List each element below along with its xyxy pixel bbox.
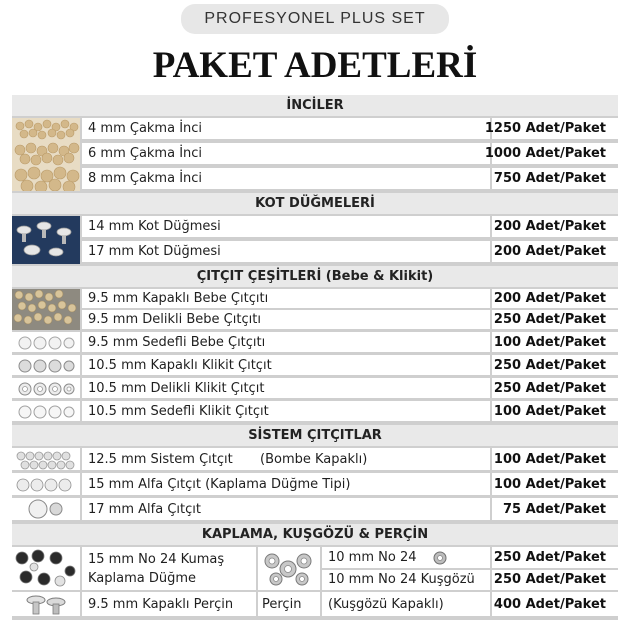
section-header-sistem: SİSTEM ÇITÇITLAR <box>12 425 618 446</box>
item-quantity: 400 Adet/Paket <box>493 597 606 612</box>
item-name: 10 mm No 24 Kuşgözü <box>328 572 475 587</box>
item-quantity: 250 Adet/Paket <box>493 312 606 327</box>
item-quantity: 200 Adet/Paket <box>493 291 606 306</box>
table-row <box>12 332 618 354</box>
rivet-icon <box>24 594 68 616</box>
table-row <box>12 355 618 377</box>
item-quantity: 250 Adet/Paket <box>493 381 606 396</box>
pearl-snap-icon <box>16 334 76 352</box>
item-name: 9.5 mm Kapaklı Bebe Çıtçıtı <box>88 291 269 306</box>
page-title: PAKET ADETLERİ <box>152 45 478 86</box>
covered-button-image <box>12 547 80 590</box>
eyelet-image <box>258 547 320 590</box>
item-quantity: 100 Adet/Paket <box>493 335 606 350</box>
table-row <box>12 310 618 331</box>
item-quantity: 200 Adet/Paket <box>493 219 606 234</box>
item-quantity: 100 Adet/Paket <box>493 404 606 419</box>
item-quantity: 75 Adet/Paket <box>502 502 606 517</box>
item-quantity: 250 Adet/Paket <box>493 358 606 373</box>
table-row <box>12 118 618 141</box>
table-row <box>12 592 618 618</box>
set-name-badge <box>181 4 449 34</box>
table-row <box>12 241 618 264</box>
item-quantity: 250 Adet/Paket <box>493 572 606 587</box>
item-quantity: 100 Adet/Paket <box>493 477 606 492</box>
eyelet-icon <box>432 550 448 566</box>
table-row <box>12 378 618 400</box>
item-name: 8 mm Çakma İnci <box>88 171 203 186</box>
item-name: 15 mm No 24 Kumaş <box>88 552 225 567</box>
item-name: 17 mm Kot Düğmesi <box>88 244 221 259</box>
item-name: 12.5 mm Sistem Çıtçıt <box>88 452 233 467</box>
item-name: 10.5 mm Delikli Klikit Çıtçıt <box>88 381 265 396</box>
item-name: 10.5 mm Kapaklı Klikit Çıtçıt <box>88 358 272 373</box>
pearl-klikit-icon <box>16 403 76 421</box>
item-quantity: 1000 Adet/Paket <box>484 146 606 161</box>
alfa-snap-icon <box>15 475 77 495</box>
covered-button-thumbnail <box>12 547 80 590</box>
item-name: 4 mm Çakma İnci <box>88 121 203 136</box>
system-snap-icon <box>15 450 77 470</box>
item-name: 9.5 mm Delikli Bebe Çıtçıtı <box>88 312 261 327</box>
item-name: 10.5 mm Sedefli Klikit Çıtçıt <box>88 404 269 419</box>
package-table <box>12 95 618 620</box>
table-row <box>12 498 618 522</box>
section-header-inciler: İNCİLER <box>12 95 618 116</box>
table-row <box>12 448 618 472</box>
item-note: (Kuşgözü Kapaklı) <box>328 597 444 612</box>
item-note: (Bombe Kapaklı) <box>260 452 368 467</box>
section-header-kaplama: KAPLAMA, KUŞGÖZÜ & PERÇİN <box>12 524 618 545</box>
table-row <box>12 289 618 310</box>
set-name: PROFESYONEL PLUS SET <box>204 10 426 27</box>
item-name: Kaplama Düğme <box>88 571 197 586</box>
table-row <box>12 216 618 239</box>
item-name: 15 mm Alfa Çıtçıt (Kaplama Düğme Tipi) <box>88 477 351 492</box>
table-row <box>12 143 618 166</box>
item-quantity: 100 Adet/Paket <box>493 452 606 467</box>
table-row <box>12 168 618 191</box>
item-name: 14 mm Kot Düğmesi <box>88 219 221 234</box>
item-type: Perçin <box>262 597 302 612</box>
section-header-kot: KOT DÜĞMELERİ <box>12 193 618 214</box>
table-row <box>12 401 618 423</box>
capped-snap-icon <box>16 357 76 375</box>
ring-snap-icon <box>16 380 76 398</box>
item-name: 17 mm Alfa Çıtçıt <box>88 502 201 517</box>
item-name: 9.5 mm Sedefli Bebe Çıtçıtı <box>88 335 266 350</box>
item-name: 6 mm Çakma İnci <box>88 146 203 161</box>
table-row <box>12 473 618 497</box>
eyelet-thumbnail <box>258 547 320 590</box>
item-quantity: 250 Adet/Paket <box>493 550 606 565</box>
item-quantity: 200 Adet/Paket <box>493 244 606 259</box>
button-cap-icon <box>26 499 66 519</box>
item-name: 10 mm No 24 <box>328 550 417 565</box>
item-quantity: 750 Adet/Paket <box>493 171 606 186</box>
item-name: 9.5 mm Kapaklı Perçin <box>88 597 234 612</box>
section-header-citcit: ÇITÇIT ÇEŞİTLERİ (Bebe & Klikit) <box>12 266 618 287</box>
item-quantity: 1250 Adet/Paket <box>484 121 606 136</box>
